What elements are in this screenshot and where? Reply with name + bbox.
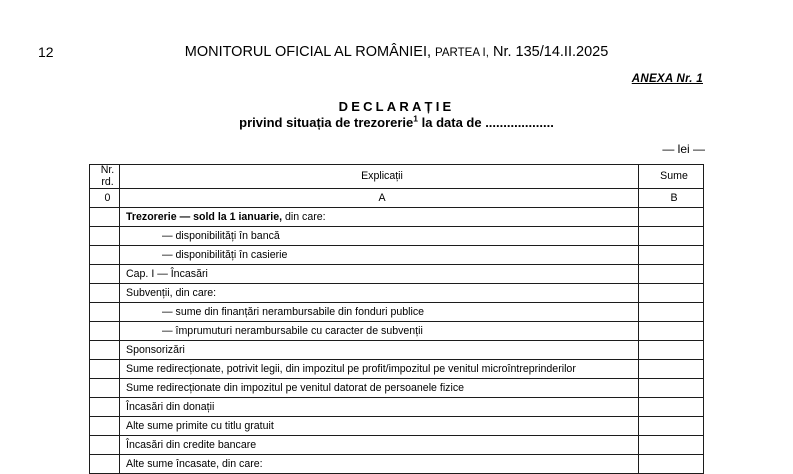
subtitle-date-blank: la data de ................... [418,115,554,130]
table-row [90,303,704,322]
row-number-cell[interactable] [90,379,120,398]
row-explanation-cell [120,322,639,341]
row-explanation-text: — disponibilități în bancă [162,230,280,242]
row-explanation-emphasis: Trezorerie — sold la 1 ianuarie, [126,211,283,223]
row-explanation-text: Încasări din donații [126,401,215,413]
row-explanation-cell [120,455,639,474]
publication-header [0,42,793,63]
table-row [90,322,704,341]
page-number: 12 [38,44,54,60]
row-explanation-text: Sume redirecționate din impozitul pe venitul datorat de persoanele fizice [126,382,465,394]
table-row [90,436,704,455]
column-header-nr-rd [90,165,120,189]
row-number-cell[interactable] [90,322,120,341]
publication-issue: Nr. 135/14.II.2025 [492,44,609,60]
column-header-nr-line2: rd. [101,175,114,188]
row-explanation-text: — împrumuturi nerambursabile cu caracter de subvenții [162,325,423,337]
row-amount-cell[interactable] [639,379,704,398]
row-amount-cell[interactable] [639,208,704,227]
row-amount-cell[interactable] [639,322,704,341]
row-number-cell[interactable] [90,417,120,436]
row-amount-cell[interactable] [639,455,704,474]
row-number-cell[interactable] [90,208,120,227]
row-amount-cell[interactable] [639,227,704,246]
row-explanation-cell [120,303,639,322]
row-explanation-cell [120,398,639,417]
row-number-cell[interactable] [90,246,120,265]
footnote-marker: 1 [413,113,418,124]
table-row [90,341,704,360]
row-amount-cell[interactable] [639,360,704,379]
row-explanation-cell [120,436,639,455]
column-header-sume: Sume [639,165,704,189]
column-letter-b: B [639,189,704,208]
subtitle-text: privind situația de trezorerie [239,115,414,130]
table-row [90,455,704,474]
column-header-nr-line1: Nr. [100,164,115,176]
table-row [90,227,704,246]
row-number-cell[interactable] [90,455,120,474]
row-amount-cell[interactable] [639,265,704,284]
row-explanation-text: — disponibilități în casierie [162,249,288,261]
row-number-cell[interactable] [90,227,120,246]
document-subtitle [0,115,793,130]
table-row [90,360,704,379]
row-explanation-text [126,211,326,223]
row-amount-cell[interactable] [639,398,704,417]
row-number-cell[interactable] [90,436,120,455]
row-explanation-cell [120,265,639,284]
row-amount-cell[interactable] [639,303,704,322]
row-amount-cell[interactable] [639,284,704,303]
row-amount-cell[interactable] [639,436,704,455]
row-amount-cell[interactable] [639,246,704,265]
row-explanation-cell [120,246,639,265]
treasury-declaration-table-wrapper [89,164,703,474]
annex-label: ANEXA Nr. 1 [631,73,703,85]
table-header-row [90,165,704,189]
treasury-declaration-table [89,164,704,474]
row-number-cell[interactable] [90,341,120,360]
table-row [90,417,704,436]
row-explanation-cell [120,227,639,246]
page-running-header [0,42,793,62]
row-number-cell[interactable] [90,284,120,303]
row-explanation-text: Încasări din credite bancare [126,439,257,451]
row-explanation-text: Alte sume primite cu titlu gratuit [126,420,274,432]
row-explanation-cell [120,341,639,360]
row-number-cell[interactable] [90,398,120,417]
row-amount-cell[interactable] [639,417,704,436]
row-explanation-text: — sume din finanțări nerambursabile din fonduri publice [162,306,425,318]
column-letter-a: A [120,189,639,208]
column-header-explicatii: Explicații [120,165,639,189]
row-explanation-text: Subvenții, din care: [126,287,217,299]
column-letter-0: 0 [90,189,120,208]
table-body [90,165,704,474]
document-title: DECLARAȚIE [338,99,455,114]
row-explanation-text: Cap. I — Încasări [126,268,208,280]
row-explanation-cell [120,360,639,379]
row-number-cell[interactable] [90,265,120,284]
row-explanation-text: Alte sume încasate, din care: [126,458,263,470]
row-number-cell[interactable] [90,303,120,322]
table-row [90,265,704,284]
table-row [90,208,704,227]
row-explanation-cell [120,208,639,227]
row-explanation-cell [120,284,639,303]
publication-part: PARTEA I, [435,47,489,59]
table-row [90,246,704,265]
table-row [90,379,704,398]
table-row [90,398,704,417]
row-number-cell[interactable] [90,360,120,379]
table-row [90,284,704,303]
row-explanation-rest: din care: [282,211,326,223]
row-explanation-cell [120,417,639,436]
row-explanation-text: Sponsorizări [126,344,185,356]
table-column-letters-row [90,189,704,208]
currency-unit-label: — lei — [662,142,705,156]
row-explanation-text: Sume redirecționate, potrivit legii, din impozitul pe profit/impozitul pe venitul microîntreprinderilor [126,363,576,375]
publication-main-title: MONITORUL OFICIAL AL ROMÂNIEI, [184,44,432,60]
row-amount-cell[interactable] [639,341,704,360]
row-explanation-cell [120,379,639,398]
